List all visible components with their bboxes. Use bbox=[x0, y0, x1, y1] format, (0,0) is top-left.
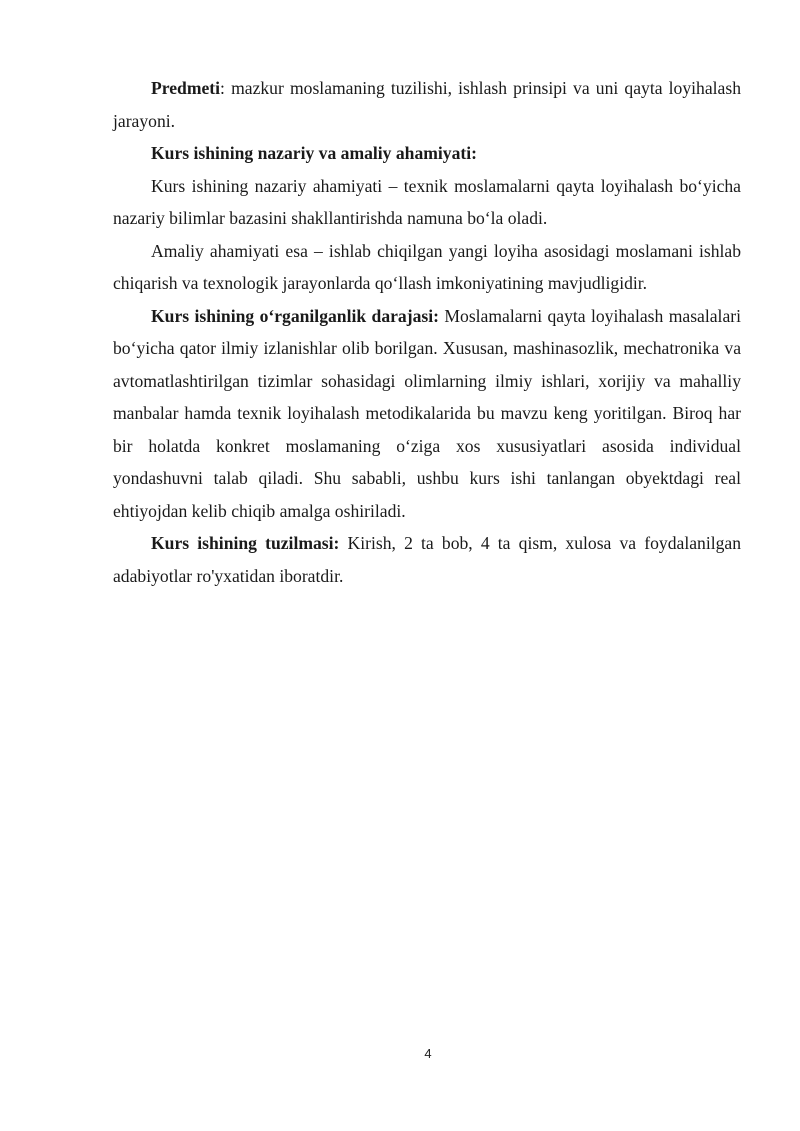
paragraph-predmeti bbox=[113, 72, 741, 137]
paragraph-organilganlik bbox=[113, 300, 741, 528]
paragraph-nazariy: Kurs ishining nazariy ahamiyati – texnik moslamalarni qayta loyihalash bo‘yicha nazariy bilimlar bazasini shakllantirishda namuna bo‘la oladi. bbox=[113, 175, 741, 228]
page-body bbox=[113, 72, 741, 592]
organilganlik-label: Kurs ishining o‘rganilganlik darajasi: bbox=[151, 305, 439, 326]
page-number: 4 bbox=[424, 1046, 432, 1061]
tuzilmasi-label: Kurs ishining tuzilmasi: bbox=[151, 533, 340, 553]
paragraph-ahamiyat-heading bbox=[113, 137, 741, 170]
ahamiyat-heading: Kurs ishining nazariy va amaliy ahamiyati: bbox=[151, 143, 477, 163]
paragraph-amaliy: Amaliy ahamiyati esa – ishlab chiqilgan yangi loyiha asosidagi moslamani ishlab chiqarish va texnologik jarayonlarda qo‘llash imkoniyatining mavjudligidir. bbox=[113, 240, 741, 293]
organilganlik-text: Moslamalarni qayta loyihalash masalalari bo‘yicha qator ilmiy izlanishlar olib borilgan. Xususan, mashinasozlik, mechatronika va avtomatlashtirilgan tizimlar sohasidagi olimlarning ilmiy ishlari, xorijiy va mahalliy manbalar hamda texnik loyihalash metodikalarida bu mavzu keng yoritilgan. Biroq har bir holatda konkret moslamaning o‘ziga xos xususiyatlari asosida individual yondashuvni talab qiladi. Shu sababli, ushbu kurs ishi tanlangan obyektdagi real ehtiyojdan kelib chiqib amalga oshiriladi. bbox=[113, 305, 741, 521]
predmeti-label: Predmeti bbox=[151, 78, 221, 98]
paragraph-tuzilmasi bbox=[113, 527, 741, 592]
predmeti-text: : mazkur moslamaning tuzilishi, ishlash prinsipi va uni qayta loyihalash jarayoni. bbox=[113, 78, 741, 131]
tuzilmasi-text: Kirish, 2 ta bob, 4 ta qism, xulosa va foydalanilgan adabiyotlar ro'yxatidan iboratdir. bbox=[113, 533, 741, 586]
